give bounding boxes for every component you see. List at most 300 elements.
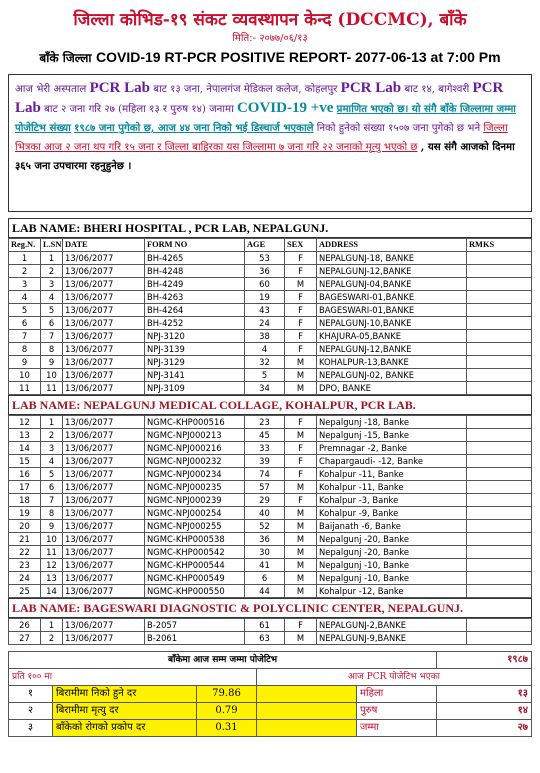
lsn-cell: 10 xyxy=(41,533,63,546)
rmks-cell xyxy=(467,382,532,395)
rmks-cell xyxy=(467,507,532,520)
rmks-cell xyxy=(467,330,532,343)
age-cell: 36 xyxy=(245,265,285,278)
col-age: AGE xyxy=(245,239,285,252)
address-cell: Premnagar -2, Banke xyxy=(317,442,467,455)
rmks-cell xyxy=(467,317,532,330)
reg-cell: 20 xyxy=(9,520,41,533)
date-cell: 13/06/2077 xyxy=(63,317,145,330)
form-cell: NPJ-3141 xyxy=(145,369,245,382)
table-row xyxy=(9,481,532,494)
rate-sn-cell: ३ xyxy=(9,720,53,737)
table-row xyxy=(9,291,532,304)
date-cell: 13/06/2077 xyxy=(63,382,145,395)
address-cell: NEPALGUNJ-04,BANKE xyxy=(317,278,467,291)
date-cell: 13/06/2077 xyxy=(63,455,145,468)
age-cell: 44 xyxy=(245,585,285,598)
rmks-cell xyxy=(467,343,532,356)
lsn-cell: 10 xyxy=(41,369,63,382)
form-cell: NGMC-KHP000538 xyxy=(145,533,245,546)
sex-cell: M xyxy=(285,546,317,559)
date-cell: 13/06/2077 xyxy=(63,507,145,520)
address-cell: BAGESWARI-01,BANKE xyxy=(317,291,467,304)
date-cell: 13/06/2077 xyxy=(63,572,145,585)
lsn-cell: 7 xyxy=(41,330,63,343)
rmks-cell xyxy=(467,416,532,429)
report-district: बाँके जिल्ला xyxy=(39,51,92,65)
form-cell: NGMC-NPJ000255 xyxy=(145,520,245,533)
address-cell: NEPALGUNJ-12,BANKE xyxy=(317,265,467,278)
form-cell: B-2061 xyxy=(145,632,245,645)
reg-cell: 14 xyxy=(9,442,41,455)
summary-text: बाट २ जना गरि २७ (महिला १३ र पुरुष १४) जनामा xyxy=(44,104,234,115)
address-cell: NEPALGUNJ-02, BANKE xyxy=(317,369,467,382)
table-row xyxy=(9,468,532,481)
sex-cell: M xyxy=(285,533,317,546)
sex-cell: F xyxy=(285,291,317,304)
age-cell: 38 xyxy=(245,330,285,343)
sex-cell: M xyxy=(285,429,317,442)
sex-cell: F xyxy=(285,265,317,278)
form-cell: BH-4248 xyxy=(145,265,245,278)
date-cell: 13/06/2077 xyxy=(63,429,145,442)
rmks-cell xyxy=(467,632,532,645)
page-title: जिल्ला कोभिड-१९ संकट व्यवस्थापन केन्द (DCCMC), बाँके xyxy=(73,10,467,30)
sex-cell: M xyxy=(285,369,317,382)
lsn-cell: 2 xyxy=(41,265,63,278)
table-row xyxy=(9,533,532,546)
form-cell: BH-4263 xyxy=(145,291,245,304)
age-cell: 4 xyxy=(245,343,285,356)
age-cell: 29 xyxy=(245,494,285,507)
address-cell: Kohalpur -9, Banke xyxy=(317,507,467,520)
date-cell: 13/06/2077 xyxy=(63,343,145,356)
date-cell: 13/06/2077 xyxy=(63,442,145,455)
rate-sn-cell: १ xyxy=(9,686,53,703)
summary-text: PCR Lab xyxy=(89,80,150,96)
lsn-cell: 9 xyxy=(41,520,63,533)
lsn-cell: 5 xyxy=(41,468,63,481)
rmks-cell xyxy=(467,356,532,369)
rmks-cell xyxy=(467,252,532,265)
address-cell: NEPALGUNJ-9,BANKE xyxy=(317,632,467,645)
table-row xyxy=(9,304,532,317)
date-cell: 13/06/2077 xyxy=(63,632,145,645)
form-cell: NPJ-3139 xyxy=(145,343,245,356)
reg-cell: 22 xyxy=(9,546,41,559)
reg-cell: 24 xyxy=(9,572,41,585)
lsn-cell: 7 xyxy=(41,494,63,507)
reg-cell: 23 xyxy=(9,559,41,572)
reg-cell: 4 xyxy=(9,291,41,304)
reg-cell: 21 xyxy=(9,533,41,546)
age-cell: 57 xyxy=(245,481,285,494)
table-row xyxy=(9,494,532,507)
age-cell: 40 xyxy=(245,507,285,520)
age-cell: 74 xyxy=(245,468,285,481)
reg-cell: 6 xyxy=(9,317,41,330)
spacer-cell xyxy=(257,686,357,703)
col-address: ADDRESS xyxy=(317,239,467,252)
date-cell: 13/06/2077 xyxy=(63,304,145,317)
col-lsn: L.SN xyxy=(41,239,63,252)
table-row xyxy=(9,382,532,395)
lab1-rows xyxy=(9,252,532,395)
rate-value-cell: 79.86 xyxy=(197,686,257,703)
lsn-cell: 11 xyxy=(41,546,63,559)
age-cell: 30 xyxy=(245,546,285,559)
age-cell: 45 xyxy=(245,429,285,442)
address-cell: Kohalpur -3, Banke xyxy=(317,494,467,507)
date-cell: 13/06/2077 xyxy=(63,278,145,291)
table-row xyxy=(9,343,532,356)
date-cell: 13/06/2077 xyxy=(63,369,145,382)
date-cell: 13/06/2077 xyxy=(63,520,145,533)
age-cell: 32 xyxy=(245,356,285,369)
form-cell: BH-4252 xyxy=(145,317,245,330)
age-cell: 53 xyxy=(245,252,285,265)
address-cell: Kohalpur -11, Banke xyxy=(317,481,467,494)
date-cell: 13/06/2077 xyxy=(63,416,145,429)
address-cell: Kohalpur -12, Banke xyxy=(317,585,467,598)
rmks-cell xyxy=(467,481,532,494)
table-row xyxy=(9,546,532,559)
form-cell: B-2057 xyxy=(145,619,245,632)
lab2-rows xyxy=(9,416,532,598)
summary-text: जना पुगेको छ भने xyxy=(412,123,481,134)
form-cell: NGMC-KHP000516 xyxy=(145,416,245,429)
sex-cell: M xyxy=(285,382,317,395)
age-cell: 52 xyxy=(245,520,285,533)
date-cell: 13/06/2077 xyxy=(63,265,145,278)
rate-label-cell: बाँकेको रोगको प्रकोप दर xyxy=(53,720,197,737)
per-hundred-label: प्रति १०० मा xyxy=(9,669,257,686)
reg-cell: 1 xyxy=(9,252,41,265)
age-cell: 6 xyxy=(245,572,285,585)
report-date: मिति:- २०७७/०६/१३ xyxy=(232,33,308,44)
address-cell: BAGESWARI-01,BANKE xyxy=(317,304,467,317)
table-header-row xyxy=(9,239,532,252)
date-cell: 13/06/2077 xyxy=(63,559,145,572)
reg-cell: 15 xyxy=(9,455,41,468)
col-rmks: RMKS xyxy=(467,239,532,252)
form-cell: NPJ-3129 xyxy=(145,356,245,369)
age-cell: 61 xyxy=(245,619,285,632)
summary-text: बाट १३ जना, नेपालगंज मेडिकल कलेज, कोहलपुर xyxy=(153,84,338,95)
sex-cell: F xyxy=(285,317,317,330)
spacer-cell xyxy=(257,703,357,720)
summary-text: COVID-19 +ve xyxy=(236,100,334,116)
sex-cell: F xyxy=(285,442,317,455)
table-row xyxy=(9,369,532,382)
table-row xyxy=(9,416,532,429)
table-row xyxy=(9,572,532,585)
table-row xyxy=(9,585,532,598)
date-cell: 13/06/2077 xyxy=(63,546,145,559)
table-row xyxy=(9,429,532,442)
reg-cell: 27 xyxy=(9,632,41,645)
rmks-cell xyxy=(467,520,532,533)
rmks-cell xyxy=(467,585,532,598)
sex-cell: F xyxy=(285,416,317,429)
date-cell: 13/06/2077 xyxy=(63,252,145,265)
age-cell: 36 xyxy=(245,533,285,546)
lsn-cell: 9 xyxy=(41,356,63,369)
rmks-cell xyxy=(467,304,532,317)
form-cell: NGMC-NPJ000232 xyxy=(145,455,245,468)
table-row xyxy=(9,252,532,265)
form-cell: NPJ-3120 xyxy=(145,330,245,343)
summary-text: उपचारमा रहनुहुनेछ । xyxy=(53,160,132,172)
lsn-cell: 11 xyxy=(41,382,63,395)
lsn-cell: 13 xyxy=(41,572,63,585)
table-row xyxy=(9,520,532,533)
age-cell: 60 xyxy=(245,278,285,291)
rmks-cell xyxy=(467,559,532,572)
lsn-cell: 8 xyxy=(41,343,63,356)
address-cell: Nepalgunj -10, Banke xyxy=(317,572,467,585)
rmks-cell xyxy=(467,455,532,468)
sex-cell: F xyxy=(285,455,317,468)
date-cell: 13/06/2077 xyxy=(63,330,145,343)
address-cell: Kohalpur -11, Banke xyxy=(317,468,467,481)
table-row xyxy=(9,559,532,572)
spacer-cell xyxy=(257,720,357,737)
summary-text: बाट १४, बागेश्वरी xyxy=(404,84,470,95)
reg-cell: 3 xyxy=(9,278,41,291)
summary-text: जिल्ला भित्रका आज २ जना थप गरि १५ जना र जिल्ला बाहिरका यस जिल्लामा ७ जना गरि २२ जनाको मृत्यु भएको छ xyxy=(15,123,508,153)
table-row xyxy=(9,632,532,645)
col-sex: SEX xyxy=(285,239,317,252)
address-cell: Nepalgunj -20, Banke xyxy=(317,546,467,559)
gender-label-cell: पुरुष xyxy=(357,703,437,720)
totals-total-row xyxy=(9,652,532,669)
address-cell: KHAJURA-05,BANKE xyxy=(317,330,467,343)
lsn-cell: 3 xyxy=(41,442,63,455)
form-cell: NGMC-NPJ000254 xyxy=(145,507,245,520)
age-cell: 63 xyxy=(245,632,285,645)
reg-cell: 16 xyxy=(9,468,41,481)
totals-rows xyxy=(9,686,532,737)
form-cell: NGMC-NPJ000216 xyxy=(145,442,245,455)
today-label: आज PCR पोजेटिभ भएका xyxy=(257,669,532,686)
lsn-cell: 8 xyxy=(41,507,63,520)
total-label: बाँकेमा आज सम्म जम्मा पोजेटिभ xyxy=(9,652,437,669)
form-cell: NGMC-KHP000550 xyxy=(145,585,245,598)
reg-cell: 25 xyxy=(9,585,41,598)
table-row xyxy=(9,265,532,278)
sex-cell: F xyxy=(285,330,317,343)
summary-text: निको हुनेको संख्या १५०७ xyxy=(316,123,410,134)
table-row xyxy=(9,442,532,455)
lab1-table xyxy=(8,238,532,395)
date-cell: 13/06/2077 xyxy=(63,468,145,481)
age-cell: 41 xyxy=(245,559,285,572)
reg-cell: 9 xyxy=(9,356,41,369)
age-cell: 5 xyxy=(245,369,285,382)
reg-cell: 7 xyxy=(9,330,41,343)
gender-count-cell: १४ xyxy=(437,703,532,720)
rmks-cell xyxy=(467,369,532,382)
address-cell: Nepalgunj -20, Banke xyxy=(317,533,467,546)
totals-rate-row xyxy=(9,686,532,703)
gender-label-cell: जम्मा xyxy=(357,720,437,737)
age-cell: 39 xyxy=(245,455,285,468)
rmks-cell xyxy=(467,468,532,481)
form-cell: NGMC-KHP000542 xyxy=(145,546,245,559)
reg-cell: 17 xyxy=(9,481,41,494)
age-cell: 24 xyxy=(245,317,285,330)
lsn-cell: 4 xyxy=(41,455,63,468)
age-cell: 34 xyxy=(245,382,285,395)
age-cell: 43 xyxy=(245,304,285,317)
rmks-cell xyxy=(467,429,532,442)
reg-cell: 10 xyxy=(9,369,41,382)
reg-cell: 19 xyxy=(9,507,41,520)
reg-cell: 11 xyxy=(9,382,41,395)
lsn-cell: 4 xyxy=(41,291,63,304)
lab-name-bheri: LAB NAME: BHERI HOSPITAL , PCR LAB, NEPALGUNJ. xyxy=(8,218,532,238)
form-cell: NGMC-NPJ000239 xyxy=(145,494,245,507)
report-heading: COVID-19 RT-PCR POSITIVE REPORT- 2077-06-13 at 7:00 Pm xyxy=(95,49,501,65)
rmks-cell xyxy=(467,572,532,585)
form-cell: BH-4265 xyxy=(145,252,245,265)
sex-cell: F xyxy=(285,343,317,356)
sex-cell: M xyxy=(285,507,317,520)
gender-count-cell: २७ xyxy=(437,720,532,737)
table-row xyxy=(9,507,532,520)
lab-name-ngmc: LAB NAME: NEPALGUNJ MEDICAL COLLAGE, KOHALPUR, PCR LAB. xyxy=(8,395,532,415)
lsn-cell: 1 xyxy=(41,619,63,632)
address-cell: Nepalgunj -15, Banke xyxy=(317,429,467,442)
lsn-cell: 2 xyxy=(41,429,63,442)
report-subtitle xyxy=(8,48,532,68)
sex-cell: F xyxy=(285,468,317,481)
rmks-cell xyxy=(467,291,532,304)
summary-box xyxy=(8,74,532,212)
form-cell: NGMC-KHP000549 xyxy=(145,572,245,585)
lsn-cell: 3 xyxy=(41,278,63,291)
address-cell: Nepalgunj -10, Banke xyxy=(317,559,467,572)
lsn-cell: 5 xyxy=(41,304,63,317)
date-cell: 13/06/2077 xyxy=(63,494,145,507)
form-cell: NGMC-NPJ000234 xyxy=(145,468,245,481)
totals-table xyxy=(8,651,532,737)
address-cell: Baijanath -6, Banke xyxy=(317,520,467,533)
rmks-cell xyxy=(467,265,532,278)
sex-cell: F xyxy=(285,619,317,632)
address-cell: NEPALGUNJ-10,BANKE xyxy=(317,317,467,330)
table-row xyxy=(9,356,532,369)
reg-cell: 26 xyxy=(9,619,41,632)
address-cell: NEPALGUNJ-18, BANKE xyxy=(317,252,467,265)
rmks-cell xyxy=(467,278,532,291)
sex-cell: M xyxy=(285,559,317,572)
rmks-cell xyxy=(467,533,532,546)
sex-cell: M xyxy=(285,585,317,598)
sex-cell: M xyxy=(285,572,317,585)
date-cell: 13/06/2077 xyxy=(63,585,145,598)
summary-text: PCR Lab xyxy=(15,80,504,116)
date-cell: 13/06/2077 xyxy=(63,533,145,546)
age-cell: 19 xyxy=(245,291,285,304)
rate-sn-cell: २ xyxy=(9,703,53,720)
totals-rate-row xyxy=(9,703,532,720)
age-cell: 23 xyxy=(245,416,285,429)
lab-name-bageswari: LAB NAME: BAGESWARI DIAGNOSTIC & POLYCLINIC CENTER, NEPALGUNJ. xyxy=(8,598,532,618)
rate-value-cell: 0.31 xyxy=(197,720,257,737)
table-row xyxy=(9,330,532,343)
rmks-cell xyxy=(467,442,532,455)
address-cell: NEPALGUNJ-12,BANKE xyxy=(317,343,467,356)
rmks-cell xyxy=(467,494,532,507)
form-cell: NGMC-NPJ000213 xyxy=(145,429,245,442)
rate-label-cell: बिरामीमा मृत्यु दर xyxy=(53,703,197,720)
date-cell: 13/06/2077 xyxy=(63,619,145,632)
lsn-cell: 14 xyxy=(41,585,63,598)
reg-cell: 8 xyxy=(9,343,41,356)
lsn-cell: 6 xyxy=(41,317,63,330)
address-cell: NEPALGUNJ-2,BANKE xyxy=(317,619,467,632)
sex-cell: M xyxy=(285,278,317,291)
address-cell: Nepalgunj -18, Banke xyxy=(317,416,467,429)
lsn-cell: 6 xyxy=(41,481,63,494)
address-cell: KOHALPUR-13,BANKE xyxy=(317,356,467,369)
total-value: १९८७ xyxy=(437,652,532,669)
lsn-cell: 12 xyxy=(41,559,63,572)
lab3-rows xyxy=(9,619,532,645)
totals-header-row xyxy=(9,669,532,686)
lsn-cell: 1 xyxy=(41,252,63,265)
table-row xyxy=(9,455,532,468)
gender-label-cell: महिला xyxy=(357,686,437,703)
summary-text: आज भेरी अस्पताल xyxy=(15,84,87,95)
reg-cell: 2 xyxy=(9,265,41,278)
reg-cell: 12 xyxy=(9,416,41,429)
sex-cell: M xyxy=(285,481,317,494)
summary-text: PCR Lab xyxy=(340,80,402,96)
form-cell: BH-4264 xyxy=(145,304,245,317)
lsn-cell: 1 xyxy=(41,416,63,429)
lab2-table xyxy=(8,415,532,598)
sex-cell: M xyxy=(285,632,317,645)
address-cell: DPO, BANKE xyxy=(317,382,467,395)
address-cell: Chapargaudi- -12, Banke xyxy=(317,455,467,468)
form-cell: NGMC-KHP000544 xyxy=(145,559,245,572)
summary-text: , यस संगै आजको दिनमा ३६५ जना xyxy=(15,141,515,172)
summary-text: प्रमाणित भएको छ। यो संगै बाँके जिल्लामा जम्मा पोजेटिभ संख्या xyxy=(15,103,516,134)
sex-cell: F xyxy=(285,494,317,507)
sex-cell: M xyxy=(285,356,317,369)
table-row xyxy=(9,317,532,330)
lsn-cell: 2 xyxy=(41,632,63,645)
sex-cell: F xyxy=(285,252,317,265)
reg-cell: 13 xyxy=(9,429,41,442)
sex-cell: M xyxy=(285,520,317,533)
col-form: FORM NO xyxy=(145,239,245,252)
rmks-cell xyxy=(467,619,532,632)
reg-cell: 18 xyxy=(9,494,41,507)
col-reg: Reg.N. xyxy=(9,239,41,252)
col-date: DATE xyxy=(63,239,145,252)
age-cell: 33 xyxy=(245,442,285,455)
totals-rate-row xyxy=(9,720,532,737)
form-cell: BH-4249 xyxy=(145,278,245,291)
summary-text: १९८७ जना पुगेको छ, आज ४४ जना निको भई डिस्चार्ज भएकाले xyxy=(74,122,314,134)
table-row xyxy=(9,278,532,291)
form-cell: NGMC-NPJ000235 xyxy=(145,481,245,494)
table-row xyxy=(9,619,532,632)
